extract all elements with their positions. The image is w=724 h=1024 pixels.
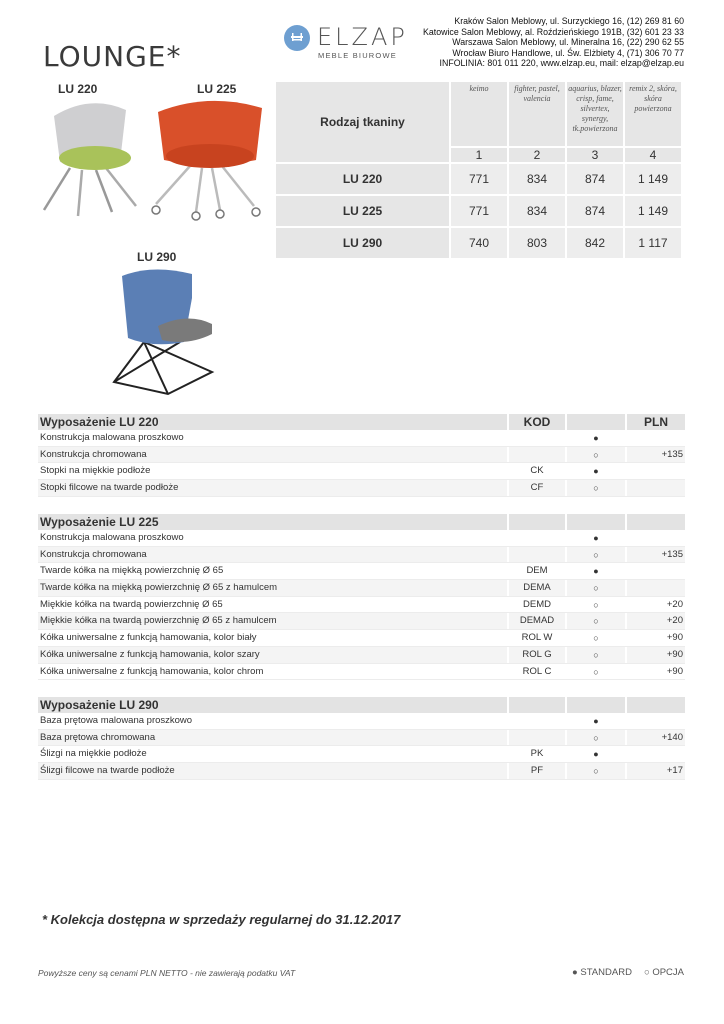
logo-icon — [284, 25, 310, 51]
item-name: Baza prętowa malowana proszkowo — [40, 715, 193, 726]
standard-mark: ● — [565, 713, 625, 729]
model-name: LU 220 — [276, 164, 449, 194]
code-column-header — [507, 697, 565, 713]
section-title: Wyposażenie LU 220 — [38, 414, 507, 430]
item-code — [507, 430, 565, 446]
standard-mark: ● — [565, 746, 625, 762]
page-title: LOUNGE* — [43, 40, 182, 73]
item-price — [625, 480, 685, 496]
equipment-row — [38, 430, 685, 447]
equipment-header — [38, 414, 685, 430]
item-name: Konstrukcja chromowana — [38, 447, 507, 463]
equipment-row — [38, 530, 685, 547]
chair-image-lu290 — [108, 268, 218, 403]
item-code: CK — [507, 463, 565, 479]
item-name: Baza prętowa chromowana — [38, 730, 507, 746]
price-cell: 771 — [451, 164, 507, 194]
equipment-table-lu220 — [38, 414, 685, 497]
price-group-number: 2 — [509, 148, 565, 162]
option-mark: ○ — [565, 730, 625, 746]
equipment-row — [38, 563, 685, 580]
chair-image-lu220 — [40, 98, 140, 218]
equipment-row — [38, 480, 685, 497]
item-name: Konstrukcja malowana proszkowo — [40, 532, 184, 543]
item-name: Ślizgi na miękkie podłoże — [40, 748, 147, 760]
item-price — [625, 580, 685, 596]
mark-column-header — [565, 514, 625, 530]
item-price: +135 — [625, 547, 685, 563]
item-code: PK — [507, 746, 565, 762]
item-code — [507, 530, 565, 546]
price-cell: 771 — [451, 196, 507, 226]
standard-mark: ● — [565, 530, 625, 546]
item-name: Konstrukcja malowana proszkowo — [40, 432, 184, 443]
option-mark: ○ — [565, 447, 625, 463]
item-code: DEM — [507, 563, 565, 579]
equipment-table-lu290 — [38, 697, 685, 780]
fabric-type-header: Rodzaj tkaniny — [276, 82, 449, 162]
item-name: Kółka uniwersalne z funkcją hamowania, kolor biały — [40, 632, 257, 644]
option-mark: ○ — [565, 480, 625, 496]
logo-subtitle: MEBLE BIUROWE — [318, 51, 397, 60]
equipment-row — [38, 447, 685, 464]
item-name: Kółka uniwersalne z funkcją hamowania, kolor szary — [38, 647, 507, 663]
price-group-number: 1 — [451, 148, 507, 162]
price-row-lu220 — [276, 164, 681, 194]
standard-mark: ● — [565, 563, 625, 579]
price-group-number: 3 — [567, 148, 623, 162]
item-code: CF — [507, 480, 565, 496]
option-mark: ○ — [565, 763, 625, 779]
legend — [572, 967, 684, 978]
equipment-row — [38, 580, 685, 597]
item-code — [507, 447, 565, 463]
price-column-header — [625, 514, 685, 530]
item-price: +90 — [625, 647, 685, 663]
equipment-row — [38, 746, 685, 763]
contact-line: Katowice Salon Meblowy, al. Roździeńskiego 191B, (32) 601 23 33 — [423, 26, 684, 37]
fabric-group-2-names: fighter, pastel, valencia — [509, 82, 565, 146]
item-code — [507, 730, 565, 746]
option-mark: ○ — [565, 647, 625, 663]
item-code — [507, 713, 565, 729]
equipment-row — [38, 463, 685, 480]
item-price — [625, 530, 685, 546]
item-code: DEMAD — [507, 613, 565, 629]
item-name: Ślizgi filcowe na twarde podłoże — [38, 763, 507, 779]
fabric-group-row — [276, 82, 681, 146]
fabric-price-table — [274, 80, 683, 260]
item-name: Twarde kółka na miękką powierzchnię Ø 65 z hamulcem — [38, 580, 507, 596]
price-cell: 1 117 — [625, 228, 681, 258]
equipment-header — [38, 697, 685, 713]
item-code: ROL G — [507, 647, 565, 663]
item-code — [507, 547, 565, 563]
price-cell: 834 — [509, 196, 565, 226]
equipment-row — [38, 713, 685, 730]
product-label-lu225: LU 225 — [197, 82, 237, 96]
fabric-group-3-names: aquarius, blazer, crisp, fame, silvertex, synergy, tk.powierzona — [567, 82, 623, 146]
option-mark: ○ — [565, 580, 625, 596]
contact-line: Warszawa Salon Meblowy, ul. Mineralna 16, (22) 290 62 55 — [452, 37, 684, 48]
price-cell: 842 — [567, 228, 623, 258]
chair-image-lu225 — [150, 98, 265, 223]
item-price — [625, 463, 685, 479]
item-price: +90 — [625, 630, 685, 646]
item-price: +90 — [625, 664, 685, 680]
section-title: Wyposażenie LU 225 — [38, 514, 507, 530]
equipment-row — [38, 613, 685, 630]
item-price — [625, 563, 685, 579]
price-cell: 740 — [451, 228, 507, 258]
item-code: ROL W — [507, 630, 565, 646]
price-cell: 874 — [567, 164, 623, 194]
availability-note: * Kolekcja dostępna w sprzedaży regularnej do 31.12.2017 — [42, 912, 401, 927]
price-cell: 874 — [567, 196, 623, 226]
option-mark: ○ — [565, 547, 625, 563]
contact-line: Kraków Salon Meblowy, ul. Surzyckiego 16, (12) 269 81 60 — [454, 16, 684, 26]
item-name: Konstrukcja chromowana — [38, 547, 507, 563]
equipment-header — [38, 514, 685, 530]
price-group-number: 4 — [625, 148, 681, 162]
item-code: DEMA — [507, 580, 565, 596]
logo-name: ELZAP — [317, 23, 408, 51]
standard-mark: ● — [565, 463, 625, 479]
fabric-group-1-names: keimo — [451, 82, 507, 146]
mark-column-header — [565, 697, 625, 713]
item-code: ROL C — [507, 664, 565, 680]
item-price — [625, 430, 685, 446]
price-cell: 1 149 — [625, 164, 681, 194]
price-row-lu290 — [276, 228, 681, 258]
contact-line: INFOLINIA: 801 011 220, www.elzap.eu, mail: elzap@elzap.eu — [439, 58, 684, 69]
item-name: Stopki na miękkie podłoże — [40, 465, 151, 477]
price-cell: 834 — [509, 164, 565, 194]
item-name: Kółka uniwersalne z funkcją hamowania, kolor chrom — [40, 665, 264, 677]
price-column-header — [625, 697, 685, 713]
item-price: +140 — [625, 730, 685, 746]
contact-info — [423, 16, 684, 69]
item-price — [625, 746, 685, 762]
contact-line: Wrocław Biuro Handlowe, ul. Św. Elżbiety 4, (71) 306 70 77 — [452, 47, 684, 58]
item-price: +135 — [625, 447, 685, 463]
item-name: Miękkie kółka na twardą powierzchnię Ø 65 — [40, 598, 223, 610]
item-code: DEMD — [507, 597, 565, 613]
equipment-row — [38, 547, 685, 564]
item-name: Miękkie kółka na twardą powierzchnię Ø 65 z hamulcem — [38, 613, 507, 629]
fabric-group-4-names: remix 2, skóra, skóra powierzona — [625, 82, 681, 146]
equipment-row — [38, 763, 685, 780]
code-column-header — [507, 514, 565, 530]
section-title: Wyposażenie LU 290 — [38, 697, 507, 713]
mark-column-header — [565, 414, 625, 430]
model-name: LU 290 — [276, 228, 449, 258]
legend-option: ○ OPCJA — [643, 967, 684, 978]
item-price — [625, 713, 685, 729]
product-label-lu290: LU 290 — [137, 250, 177, 264]
product-label-lu220: LU 220 — [58, 82, 98, 96]
vat-disclaimer: Powyższe ceny są cenami PLN NETTO - nie zawierają podatku VAT — [38, 968, 296, 978]
model-name: LU 225 — [276, 196, 449, 226]
price-row-lu225 — [276, 196, 681, 226]
item-code: PF — [507, 763, 565, 779]
code-column-header: KOD — [507, 414, 565, 430]
price-cell: 1 149 — [625, 196, 681, 226]
legend-standard: ● STANDARD — [572, 967, 632, 978]
item-name: Twarde kółka na miękką powierzchnię Ø 65 — [40, 565, 224, 577]
brand-logo — [284, 25, 414, 61]
option-mark: ○ — [565, 613, 625, 629]
item-name: Stopki filcowe na twarde podłoże — [38, 480, 507, 496]
price-column-header: PLN — [625, 414, 685, 430]
equipment-row — [38, 630, 685, 647]
item-price: +17 — [625, 763, 685, 779]
equipment-row — [38, 730, 685, 747]
option-mark: ○ — [565, 664, 625, 680]
item-price: +20 — [625, 597, 685, 613]
standard-mark: ● — [565, 430, 625, 446]
option-mark: ○ — [565, 597, 625, 613]
item-price: +20 — [625, 613, 685, 629]
option-mark: ○ — [565, 630, 625, 646]
equipment-row — [38, 647, 685, 664]
equipment-row — [38, 597, 685, 614]
equipment-table-lu225 — [38, 514, 685, 680]
equipment-row — [38, 664, 685, 681]
price-cell: 803 — [509, 228, 565, 258]
